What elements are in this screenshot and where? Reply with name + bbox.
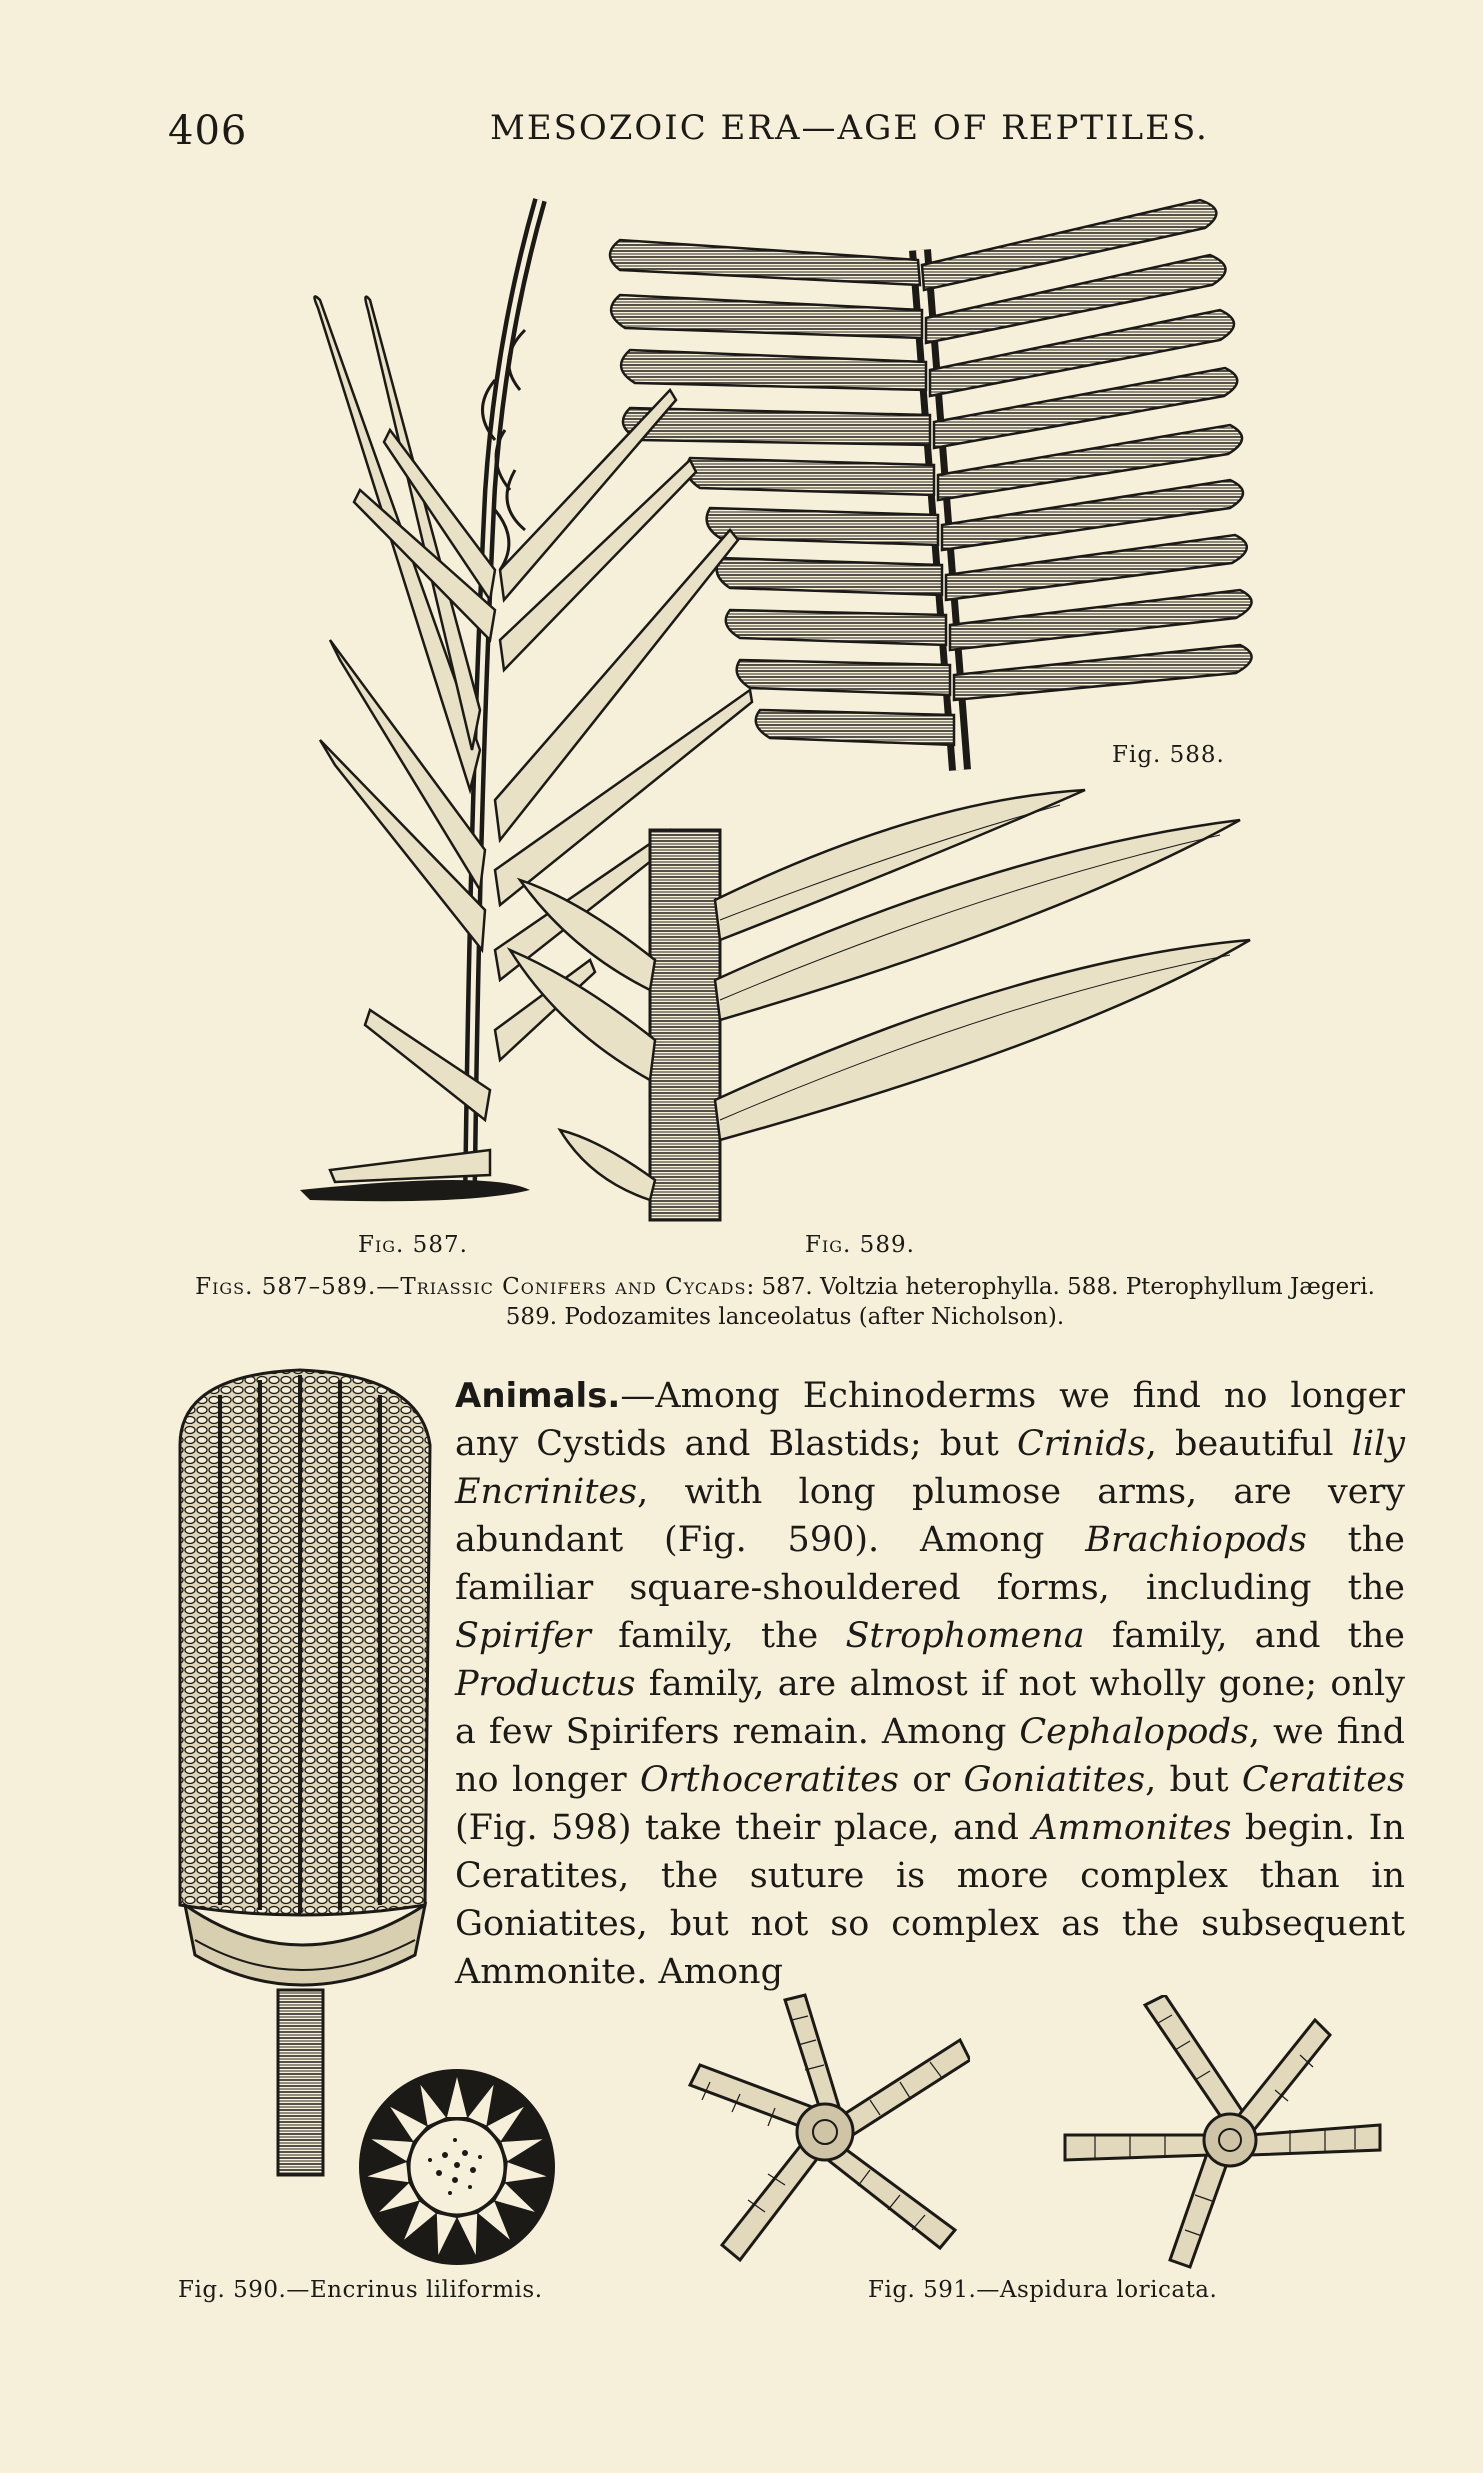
fig-587-label: Fig. 587. [358, 1232, 468, 1258]
body-text-run: , beautiful [1145, 1424, 1352, 1464]
taxon-name: lily Encrinites [455, 1424, 1406, 1512]
page-number: 406 [168, 108, 248, 154]
fig-590-caption: Fig. 590.—Encrinus liliformis. [178, 2277, 543, 2303]
encrinus-stem-section-illustration [355, 2065, 560, 2270]
running-head: MESOZOIC ERA—AGE OF REPTILES. [490, 108, 1209, 148]
taxon-name: Orthoceratites [639, 1760, 899, 1800]
caption-prefix: Figs. 587–589.— [195, 1274, 401, 1300]
run-in-heading: Animals. [455, 1376, 621, 1416]
taxon-name: Ceratites [1241, 1760, 1405, 1800]
taxon-name: Cephalopods [1019, 1712, 1249, 1752]
figures-587-589-caption [160, 1272, 1410, 1332]
encrinus-crinoid-illustration [160, 1365, 450, 2185]
body-text-run: , with long plumose arms, are very abundant (Fig. 590). Among [455, 1472, 1405, 1560]
taxon-name: Brachiopods [1085, 1520, 1307, 1560]
body-text-run: the familiar square-shouldered forms, including the [455, 1520, 1405, 1608]
body-text-run: family, and the [1084, 1616, 1405, 1656]
body-text-run: , we find no longer [455, 1712, 1405, 1800]
body-text-run: or [898, 1760, 964, 1800]
taxon-name: Crinids [1016, 1424, 1146, 1464]
body-text-run: (Fig. 598) take their place, and [455, 1808, 1033, 1848]
body-text-run: begin. In Ceratites, the suture is more complex than in Goniatites, but not so complex as the subsequent Ammonite. Among [455, 1808, 1405, 1992]
taxon-name: Productus [455, 1664, 636, 1704]
caption-line1-rest: : 587. Voltzia heterophylla. 588. Pterophyllum Jægeri. [746, 1274, 1375, 1300]
fig-589-label: Fig. 589. [805, 1232, 915, 1258]
body-text-run: family, are almost if not wholly gone; only a few Spirifers remain. Among [455, 1664, 1405, 1752]
fig-591-caption: Fig. 591.—Aspidura loricata. [868, 2277, 1218, 2303]
body-paragraph-animals [455, 1372, 1405, 1996]
aspidura-starfish-illustration-left [680, 1990, 970, 2270]
body-text-run: —Among Echinoderms we find no longer any Cystids and Blastids; but [455, 1376, 1405, 1464]
taxon-name: Ammonites [1032, 1808, 1232, 1848]
aspidura-starfish-illustration-right [1060, 1995, 1385, 2275]
body-text-run: , but [1145, 1760, 1242, 1800]
taxon-name: Goniatites [963, 1760, 1146, 1800]
caption-line2: 589. Podozamites lanceolatus (after Nicholson). [505, 1304, 1065, 1330]
taxon-name: Strophomena [845, 1616, 1085, 1656]
body-text-run: family, the [590, 1616, 846, 1656]
taxon-name: Spirifer [455, 1616, 591, 1656]
caption-title: Triassic Conifers and Cycads [400, 1274, 747, 1300]
fig-588-label: Fig. 588. [1112, 742, 1225, 768]
podozamites-illustration [500, 780, 1290, 1230]
